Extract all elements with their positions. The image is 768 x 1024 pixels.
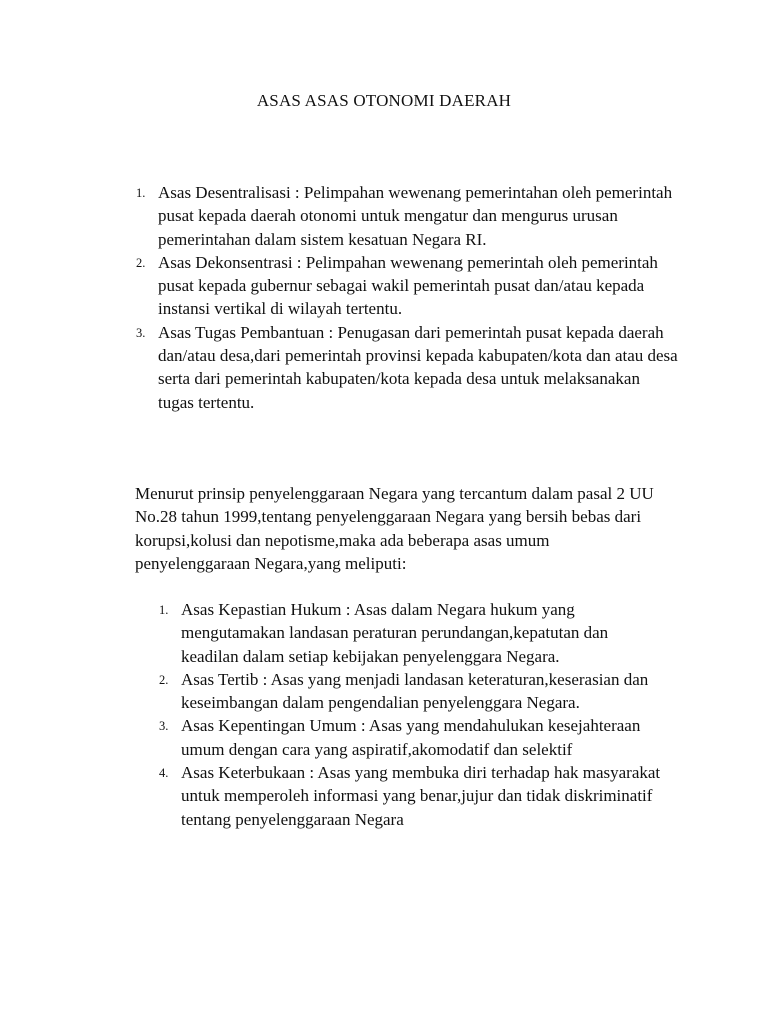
document-title: ASAS ASAS OTONOMI DAERAH	[256, 91, 512, 110]
list-item	[136, 181, 678, 251]
list-item-text: Asas Desentralisasi : Pelimpahan wewenang pemerintahan oleh pemerintah pusat kepada daerah otonomi untuk mengatur dan mengurus urusan pemerintahan dalam sistem kesatuan Negara RI.	[158, 183, 673, 249]
list-number: 2.	[136, 255, 146, 270]
asas-otonomi-list	[136, 181, 678, 414]
list-item	[159, 598, 661, 668]
list-item-text: Asas Dekonsentrasi : Pelimpahan wewenang pemerintah oleh pemerintah pusat kepada gubernur sebagai wakil pemerintah pusat dan/atau kepada instansi vertikal di wilayah tertentu.	[158, 252, 658, 319]
list-item	[159, 668, 661, 715]
list-number: 3.	[159, 719, 169, 734]
list-number: 3.	[136, 325, 146, 340]
list-number: 1.	[136, 186, 146, 200]
list-item-text: Asas Tugas Pembantuan : Penugasan dari pemerintah pusat kepada daerah dan/atau desa,dari pemerintah provinsi kepada kabupaten/kota dan atau desa serta dari pemerintah kabupaten/kota kepada desa untuk melaksanakan tugas tertentu.	[158, 322, 678, 412]
list-item	[159, 714, 661, 761]
list-item	[159, 761, 661, 831]
list-number: 2.	[159, 672, 169, 687]
list-item	[136, 321, 678, 414]
list-item-text: Asas Keterbukaan : Asas yang membuka diri terhadap hak masyarakat untuk memperoleh informasi yang benar,jujur dan tidak diskriminatif tentang penyelenggaraan Negara	[181, 763, 661, 829]
asas-umum-list	[159, 598, 661, 831]
list-number: 4.	[159, 766, 169, 781]
list-item-text: Asas Kepentingan Umum : Asas yang mendahulukan kesejahteraan umum dengan cara yang aspiratif,akomodatif dan selektif	[181, 716, 641, 759]
list-item	[136, 251, 678, 321]
list-number: 1.	[159, 603, 169, 617]
list-item-text: Asas Tertib : Asas yang menjadi landasan keteraturan,keserasian dan keseimbangan dalam pengendalian penyelenggara Negara.	[181, 669, 649, 713]
list-item-text: Asas Kepastian Hukum : Asas dalam Negara hukum yang mengutamakan landasan peraturan perundangan,kepatutan dan keadilan dalam setiap kebijakan penyelenggara Negara.	[181, 600, 609, 666]
intro-paragraph: Menurut prinsip penyelenggaraan Negara yang tercantum dalam pasal 2 UU No.28 tahun 1999,tentang penyelenggaraan Negara yang bersih bebas dari korupsi,kolusi dan nepotisme,maka ada beberapa asas umum penyelenggaraan Negara,yang meliputi:	[135, 484, 654, 573]
